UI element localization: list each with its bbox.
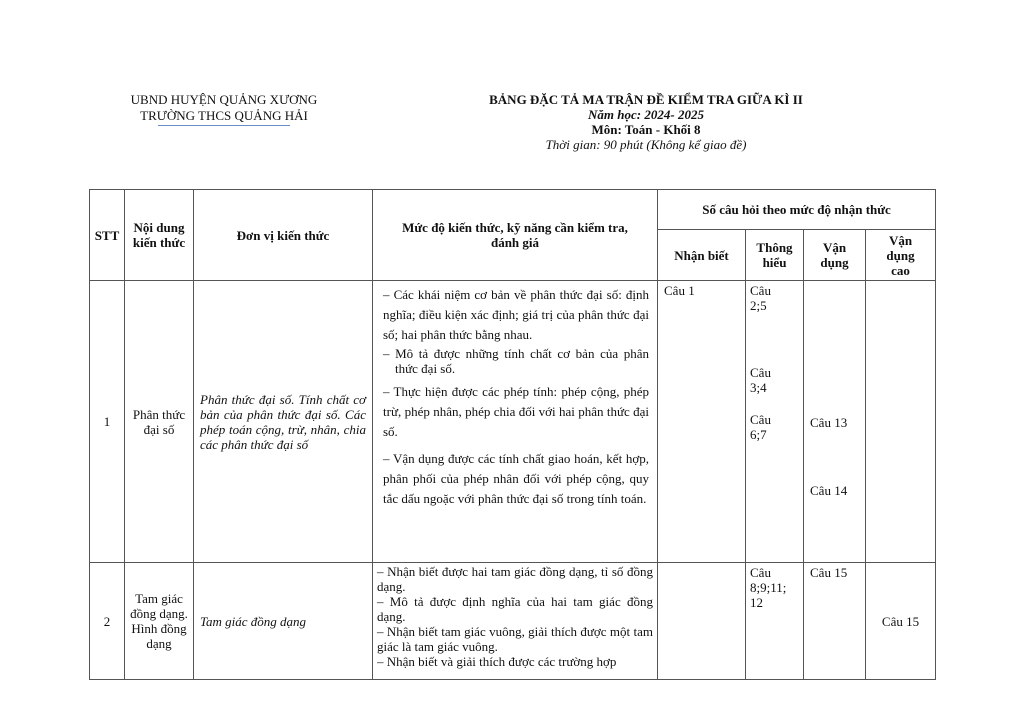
row-unit: Tam giác đồng dạng [194,563,373,680]
question-ref: Câu 13 [810,415,848,430]
table-row [90,281,936,563]
header-understand: Thông hiểu [746,230,804,281]
question-ref: Câu 15 [810,565,848,580]
description-item: – Thực hiện được các phép tính: phép cộng, phép trừ, phép nhân, phép chia đối với hai phân thức đại số. [383,384,649,439]
row-apply-high: Câu 15 [866,563,936,680]
description-item: – Vận dụng được các tính chất giao hoán, kết hợp, phân phối của phép nhân đối với phép cộng, quy tắc dấu ngoặc với phân thức đại số trong tính toán. [383,451,649,506]
question-ref: Câu 6;7 [750,412,771,442]
spec-matrix-table [89,189,936,680]
row-understand [746,281,804,563]
header-apply: Vận dụng [804,230,866,281]
row-stt: 1 [90,281,125,563]
header-stt: STT [90,190,125,281]
header-level: Mức độ kiến thức, kỹ năng cần kiểm tra, đánh giá [373,190,658,281]
row-descriptions [373,563,658,680]
row-recognize [658,281,746,563]
header-recognize: Nhận biết [658,230,746,281]
header-row-1 [90,190,936,230]
description-item: – Mô tả được những tính chất cơ bản của phân thức đại số. [383,346,649,376]
question-ref: Câu 3;4 [750,365,771,395]
row-stt: 2 [90,563,125,680]
time-line: Thời gian: 90 phút (Không kể giao đề) [545,137,747,152]
school-name: TRƯỜNG THCS QUẢNG HẢI [140,108,308,123]
document-header [436,92,856,152]
school-header [96,92,352,126]
header-question-group: Số câu hỏi theo mức độ nhận thức [658,190,936,230]
description-item: – Nhận biết được hai tam giác đồng dạng, tỉ số đồng dạng. [377,564,653,594]
question-ref: Câu 14 [810,483,848,498]
district-name: UBND HUYỆN QUẢNG XƯƠNG [130,92,318,107]
description-item: – Nhận biết và giải thích được các trường hợp [377,654,617,669]
row-unit: Phân thức đại số. Tính chất cơ bản của phân thức đại số. Các phép toán cộng, trừ, nhân, chia các phân thức đại số [194,281,373,563]
subject-line: Môn: Toán - Khối 8 [591,122,701,137]
document-title: BẢNG ĐẶC TẢ MA TRẬN ĐỀ KIỂM TRA GIỮA KÌ II [489,92,803,107]
row-apply [804,563,866,680]
row-descriptions [373,281,658,563]
row-content: Tam giác đồng dạng. Hình đồng dạng [125,563,194,680]
row-content: Phân thức đại số [125,281,194,563]
question-ref: Câu 8;9;11; 12 [750,565,787,610]
row-apply-high [866,281,936,563]
row-recognize [658,563,746,680]
description-item: – Mô tả được định nghĩa của hai tam giác đồng dạng. [377,594,653,624]
school-year: Năm học: 2024- 2025 [588,107,704,122]
description-item: – Nhận biết tam giác vuông, giải thích được một tam giác là tam giác vuông. [377,624,653,654]
description-item: – Các khái niệm cơ bản về phân thức đại số: định nghĩa; điều kiện xác định; giá trị của phân thức đại số; hai phân thức bằng nhau. [383,287,649,342]
header-apply-high: Vận dụng cao [866,230,936,281]
question-ref: Câu 1 [664,283,695,298]
row-understand [746,563,804,680]
row-apply [804,281,866,563]
header-underline [158,125,290,126]
header-unit: Đơn vị kiến thức [194,190,373,281]
header-content: Nội dung kiến thức [125,190,194,281]
table-row [90,563,936,680]
question-ref: Câu 2;5 [750,283,771,313]
